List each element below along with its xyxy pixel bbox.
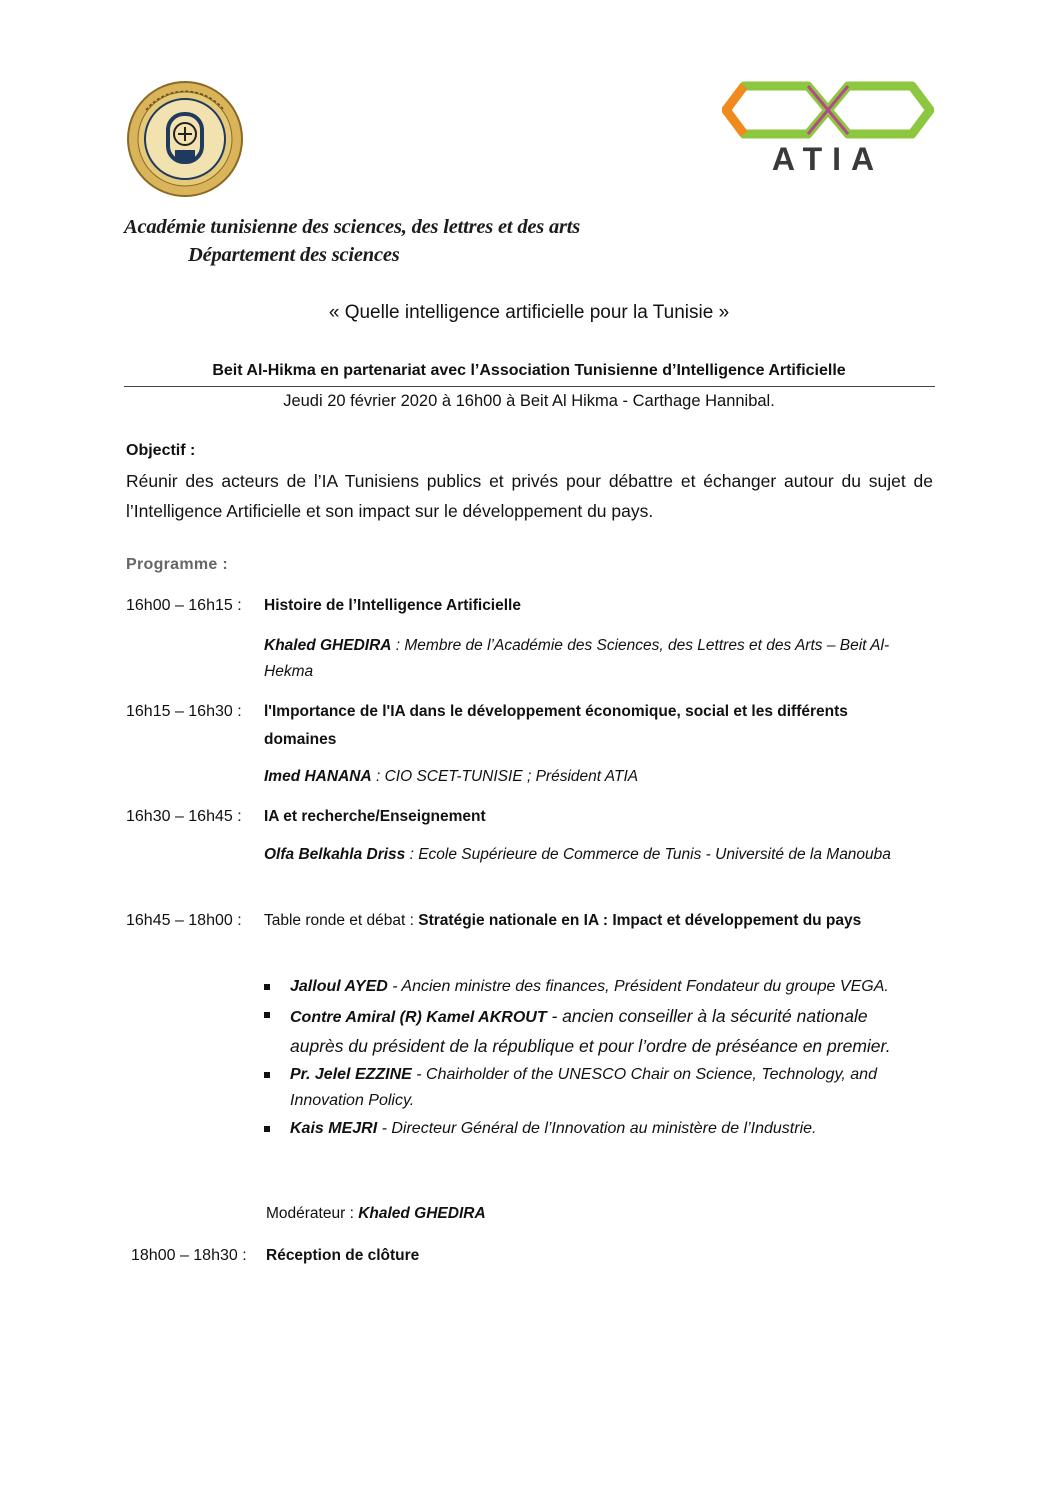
partner-line: Beit Al-Hikma en partenariat avec l’Association Tunisienne d’Intelligence Artificielle [212, 362, 846, 379]
speaker-description: : Membre de l’Académie des Sciences, des Lettres et des Arts – Beit Al-Hekma [264, 637, 890, 680]
session-speaker [264, 633, 914, 685]
objectif-text: Réunir des acteurs de l’IA Tunisiens publics et privés pour débattre et échanger autour du sujet de l’Intelligence Artificielle et son impact sur le développement du pays. [126, 471, 933, 521]
list-item [262, 1002, 922, 1060]
department-name: Département des sciences [188, 244, 400, 266]
panelist-list [262, 974, 922, 1144]
moderator-label: Modérateur : [266, 1205, 359, 1222]
panelist-description: - ancien conseiller à la sécurité nationale auprès du président de la république et pour l’ordre de préséance en premier. [290, 1006, 891, 1056]
session-title: IA et recherche/Enseignement [264, 808, 486, 825]
bullet-icon [264, 1072, 270, 1078]
panelist-description: - Directeur Général de l’Innovation au ministère de l’Industrie. [377, 1120, 817, 1137]
bullet-icon [264, 1012, 270, 1018]
session-title: l'Importance de l'IA dans le développement économique, social et les différents domaines [264, 703, 848, 748]
divider [124, 386, 935, 387]
atia-logo-text: ATIA [771, 141, 885, 175]
panelist-description: - Chairholder of the UNESCO Chair on Science, Technology, and Innovation Policy. [290, 1066, 877, 1109]
academy-seal-logo [126, 80, 244, 198]
speaker-name: Imed HANANA [264, 768, 372, 785]
speaker-name: Olfa Belkahla Driss [264, 846, 406, 863]
session-speaker [264, 842, 914, 868]
session-time: 16h45 – 18h00 : [126, 912, 242, 929]
speaker-description: : Ecole Supérieure de Commerce de Tunis - Université de la Manouba [405, 846, 891, 863]
session-speaker [264, 764, 914, 790]
session-title-text: Stratégie nationale en IA : Impact et développement du pays [418, 912, 862, 929]
event-title: « Quelle intelligence artificielle pour la Tunisie » [328, 302, 730, 323]
list-item [262, 974, 922, 1000]
list-item [262, 1116, 922, 1142]
speaker-name: Khaled GHEDIRA [264, 637, 392, 654]
session-time: 16h30 – 16h45 : [126, 808, 242, 825]
session-title: Réception de clôture [266, 1247, 420, 1264]
speaker-description: : CIO SCET-TUNISIE ; Président ATIA [371, 768, 639, 785]
event-date: Jeudi 20 février 2020 à 16h00 à Beit Al Hikma - Carthage Hannibal. [283, 392, 775, 410]
bullet-icon [264, 984, 270, 990]
session-title: Histoire de l’Intelligence Artificielle [264, 597, 521, 614]
list-item [262, 1062, 922, 1114]
session-time: 16h15 – 16h30 : [126, 703, 242, 720]
panelist-description: - Ancien ministre des finances, Président Fondateur du groupe VEGA. [387, 978, 889, 995]
academy-name: Académie tunisienne des sciences, des lettres et des arts [124, 216, 581, 238]
session-title [264, 907, 924, 935]
session-time: 16h00 – 16h15 : [126, 597, 242, 614]
panelist-name: Kais MEJRI [290, 1120, 378, 1137]
panelist-name: Contre Amiral (R) Kamel AKROUT [290, 1009, 547, 1026]
panelist-name: Pr. Jelel EZZINE [290, 1066, 412, 1083]
panelist-name: Jalloul AYED [290, 978, 388, 995]
objectif-heading: Objectif : [126, 442, 196, 459]
session-time: 18h00 – 18h30 : [131, 1247, 247, 1264]
bullet-icon [264, 1126, 270, 1132]
programme-heading: Programme : [126, 556, 228, 573]
moderator-line [266, 1205, 486, 1223]
session-title-prefix: Table ronde et débat : [264, 912, 419, 929]
moderator-name: Khaled GHEDIRA [358, 1205, 486, 1222]
atia-logo [722, 80, 934, 175]
